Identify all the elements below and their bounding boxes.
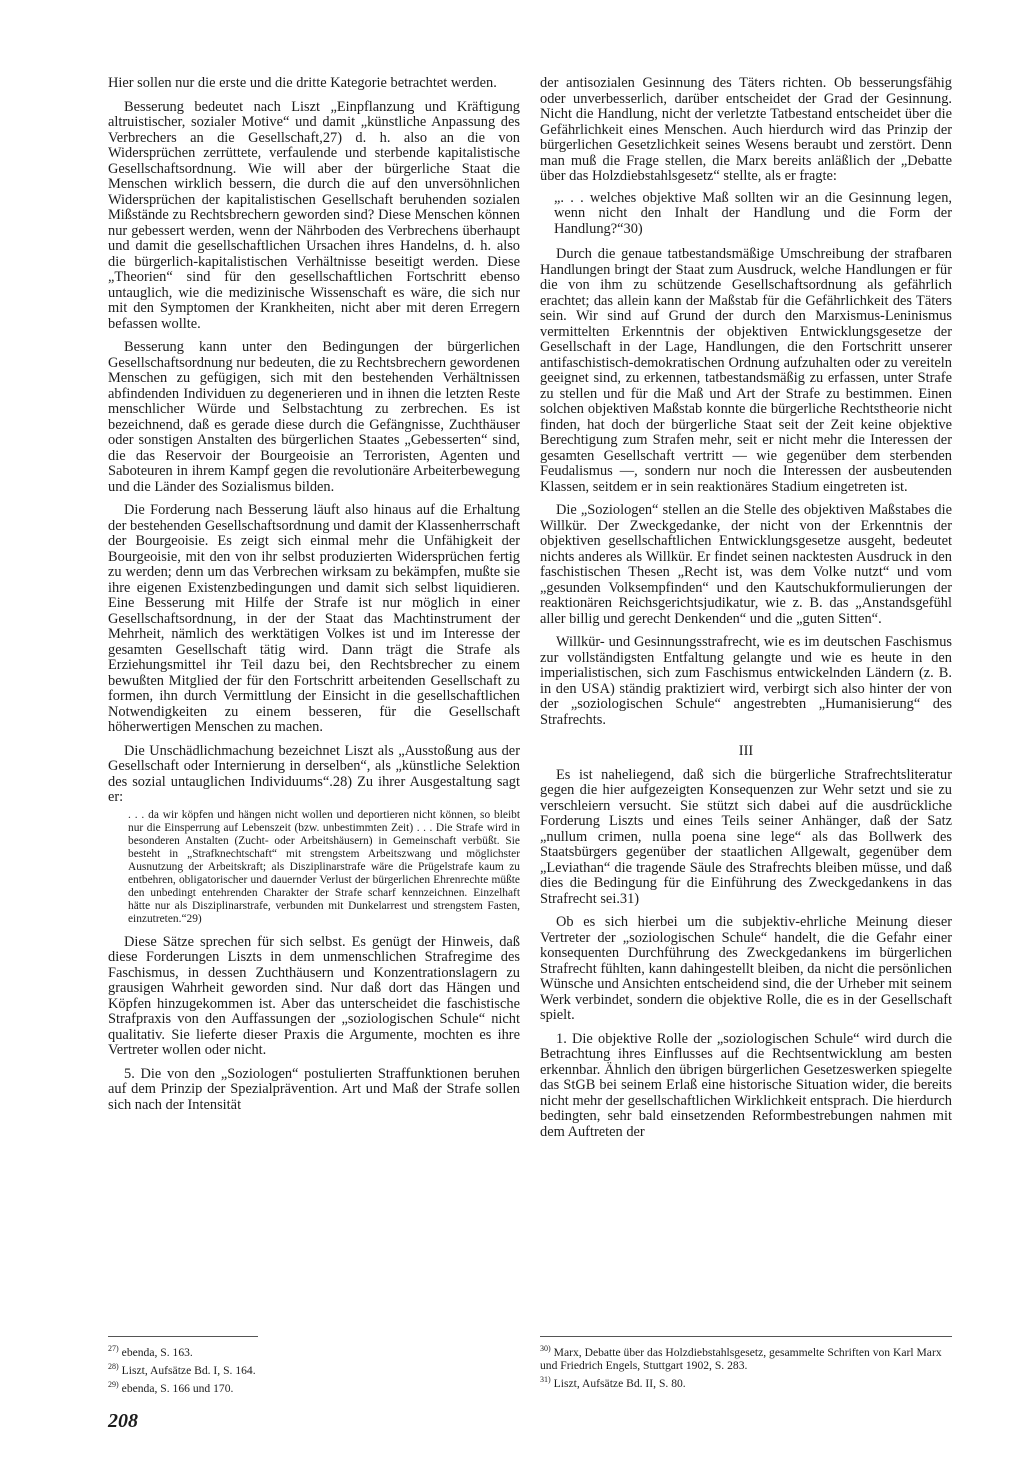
page-number: 208	[108, 1410, 138, 1432]
paragraph: 5. Die von den „Soziologen“ postulierten Straffunktionen beruhen auf dem Prinzip der Spezialprävention. Art und Maß der Strafe sollen sich nach der Intensität	[108, 1065, 520, 1113]
paragraph: Hier sollen nur die erste und die dritte Kategorie betrachtet werden.	[108, 75, 497, 91]
paragraph: Die Unschädlichmachung bezeichnet Liszt als „Ausstoßung aus der Gesellschaft oder Internierung in derselben“, als „künstliche Selektion des sozial untauglichen Individuums“.28) Zu ihrer Ausgestaltung sagt er:	[108, 742, 520, 805]
paragraph: Durch die genaue tatbestandsmäßige Umschreibung der strafbaren Handlungen bringt der Staat zum Ausdruck, welche Handlungen er für die von ihm zu schützende Gesellschaftsordnung als gefährlich erachtet; das allein kann der Maßstab für die Gefährlichkeit des Täters sein. Wir sind auf Grund der durch den Marxismus-Leninismus vermittelten Erkenntnis der objektiven Entwicklungsgesetze der Gesellschaft in der Lage, Handlungen, die den Fortschritt unserer antifaschistisch-demokratischen Ordnung aufzuhalten oder zu vereiteln geeignet sind, zu erkennen, tatbestandsmäßig zu erfassen, unter Strafe zu stellen und für die Maß und Art der Strafe zu bestimmen. Einen solchen objektiven Maßstab konnte die bürgerliche Rechtstheorie nicht finden, hat doch der bürgerliche Staat seit der Zeit keine objektive Berechtigung zum Strafen mehr, seit er nicht mehr die Interessen der gesamten Gesellschaft vertritt — wie gegenüber dem sterbenden Feudalismus —, sondern nur noch die Interessen der ausbeutenden Klassen, seitdem er in sein reaktionäres Stadium eingetreten ist.	[540, 246, 952, 495]
footnote-mark: 31)	[540, 1374, 551, 1384]
footnote	[108, 1360, 258, 1377]
paragraph: 1. Die objektive Rolle der „soziologischen Schule“ wird durch die Betrachtung ihres Einflusses auf die Rechtsentwicklung am besten erkennbar. Ähnlich den übrigen bürgerlichen Gesetzeswerken spiegelte das StGB bei seinem Erlaß eine historische Situation wider, die bereits nicht mehr der gesellschaftlichen Wirklichkeit entsprach. Die hierdurch bedingten, sehr bald einsetzenden Reformbestrebungen nahmen mit dem Auftreten der	[540, 1030, 952, 1140]
paragraph: Willkür- und Gesinnungsstrafrecht, wie es im deutschen Faschismus zur vollständigsten Entfaltung gelangte und wie es heute in den imperialistischen, sich zum Faschismus entwickelnden Ländern (z. B. in den USA) ständig praktiziert wird, verbirgt sich also hinter der von der „soziologischen Schule“ angestrebten „Humanisierung“ des Strafrechts.	[540, 634, 952, 728]
footnote-text: Liszt, Aufsätze Bd. I, S. 164.	[121, 1363, 256, 1377]
footnote-text: Marx, Debatte über das Holzdiebstahlsgesetz, gesammelte Schriften von Karl Marx und Friedrich Engels, Stuttgart 1902, S. 283.	[540, 1345, 942, 1372]
left-column	[108, 76, 520, 1121]
footnote-text: Liszt, Aufsätze Bd. II, S. 80.	[553, 1376, 686, 1390]
paragraph: Ob es sich hierbei um die subjektiv-ehrliche Meinung dieser Vertreter der „soziologischen Schule“ handelt, die die Gefahr einer konsequenten Durchführung des Zweckgedankens im bürgerlichen Strafrecht fühlten, kann dahingestellt bleiben, da nicht die persönlichen Wünsche und Ansichten entscheidend sind, die der Urheber mit seinem Werk verbindet, sondern die objektive Rolle, die es in der Gesellschaft spielt.	[540, 914, 952, 1023]
footnote	[540, 1373, 952, 1390]
paragraph: Besserung bedeutet nach Liszt „Einpflanzung und Kräftigung altruistischer, sozialer Motive“ und damit „künstliche Anpassung des Verbrechers an die Gesellschaft,27) d. h. also an die von Widersprüchen zerrüttete, verfaulende und sterbende kapitalistische Gesellschaftsordnung. Wie will aber der bürgerliche Staat die Menschen wirklich bessern, die durch die auf den unversöhnlichen Widersprüchen der kapitalistischen Gesellschaft beruhenden sozialen Mißstände zu Rechtsbrechern geworden sind? Diese Menschen können nur gebessert werden, wenn der Nährboden des Verbrechens überhaupt und damit die gesellschaftlichen Ursachen ihres Handelns, d. h. also die bürgerlich-kapitalistischen Verhältnisse beseitigt werden. Diese „Theorien“ sind für den gesellschaftlichen Fortschritt ebenso untauglich, wie die medizinische Wissenschaft es wäre, die sich nur mit den Symptomen der Krankheiten, nicht aber mit deren Erregern befassen wollte.	[108, 98, 520, 332]
paragraph: Die Forderung nach Besserung läuft also hinaus auf die Erhaltung der bestehenden Gesellschaftsordnung und damit der Klassenherrschaft der Bourgeoisie. Es zeigt sich einmal mehr die Unfähigkeit der Bourgeoisie, mit den von ihr selbst produzierten Widersprüchen fertig zu werden; denn um das Verbrechen wirksam zu bekämpfen, mußte sie ihre eigenen Existenzbedingungen und damit sich selbst liquidieren. Eine Besserung mit Hilfe der Strafe ist nur möglich in einer Gesellschaftsordnung, in der der Staat das Machtinstrument der Mehrheit, nämlich des werktätigen Volkes ist und im Interesse der gesamten Gesellschaft tätig wird. Dann trägt die Strafe als Erziehungsmittel ihr Teil dazu bei, den Rechtsbrecher zu einem bewußten Mitglied der für den Fortschritt arbeitenden Gesellschaft zu formen, ihn durch Vermittlung der Einsicht in die gesellschaftlichen Notwendigkeiten zu einem besseren, für die Gesellschaft höherwertigen Menschen zu machen.	[108, 502, 520, 735]
footnote-text: ebenda, S. 163.	[121, 1345, 193, 1359]
paragraph: Die „Soziologen“ stellen an die Stelle des objektiven Maßstabes die Willkür. Der Zweckgedanke, der nicht von der Erkenntnis der objektiven gesellschaftlichen Entwicklungsgesetze ausgeht, bedeutet nichts anderes als Willkür. Er findet seinen nacktesten Ausdruck in den faschistischen Thesen „Recht ist, was dem Volke nutzt“ und vom „gesunden Volksempfinden“ und den Kautschukformulierungen der reaktionären Reichsgerichtsjudikatur, wie z. B. das „Anstandsgefühl aller billig und gerecht Denkenden“ und die „guten Sitten“.	[540, 502, 952, 627]
paragraph: der antisozialen Gesinnung des Täters richten. Ob besserungsfähig oder unverbesserlich, darüber entscheidet der Grad der Gesinnung. Nicht die Handlung, nicht der verletzte Tatbestand entscheidet über die Gefährlichkeit eines Menschen. Auch hierdurch wird das Prinzip der bürgerlichen Gesetzlichkeit seines Wesens beraubt und zerstört. Denn man muß die Frage stellen, die Marx bereits anläßlich der „Debatte über das Holzdiebstahlsgesetz“ stellte, als er fragte:	[540, 75, 952, 184]
footnote-text: ebenda, S. 166 und 170.	[121, 1381, 234, 1395]
footnote-mark: 29)	[108, 1379, 119, 1389]
footnote	[108, 1378, 258, 1395]
paragraph: Diese Sätze sprechen für sich selbst. Es genügt der Hinweis, daß diese Forderungen Liszts in dem unmenschlichen Strafregime des Faschismus, in dessen Zuchthäusern und Konzentrationslagern zu grausigen Wahrheit geworden sind. Nur daß dort das Hängen und Köpfen hinzugekommen ist. Aber das unterscheidet die faschistische Strafpraxis von den Auffassungen der „soziologischen Schule“ nicht qualitativ. Sie lieferte dieser Praxis die Argumente, mochten es ihre Vertreter wollen oder nicht.	[108, 933, 520, 1058]
marx-quote: „. . . welches objektive Maß sollten wir an die Gesinnung legen, wenn nicht den Inhalt der Handlung und die Form der Handlung?“30)	[554, 189, 952, 237]
footnotes-right	[540, 1336, 952, 1391]
paragraph: Besserung kann unter den Bedingungen der bürgerlichen Gesellschaftsordnung nur bedeuten, die zu Rechtsbrechern gewordenen Menschen zu gefügigen, sich mit den bestehenden Verhältnissen abfindenden Individuen zu degenerieren und in ihnen die letzten Reste menschlicher Würde und Selbstachtung zu zerbrechen. Es ist bezeichnend, daß es gerade diese durch die Gefängnisse, Zuchthäuser oder sonstigen Anstalten des bürgerlichen Staates „Gebesserten“ sind, die das Reservoir der Bourgeoisie an Terroristen, Agenten und Saboteuren in ihrem Kampf gegen die revolutionäre Arbeiterbewegung und die Länder des Sozialismus bilden.	[108, 339, 520, 495]
liszt-quote: . . . da wir köpfen und hängen nicht wollen und deportieren nicht können, so bleibt nur die Einsperrung auf Lebenszeit (bzw. unbestimmten Zeit) . . . Die Strafe wird in besonderen Anstalten (Zucht- oder Arbeitshäusern) in Gemeinschaft verbüßt. Sie besteht in „Strafknechtschaft“ mit strengstem Arbeitszwang und möglichster Ausnutzung der Arbeitskraft; als Disziplinarstrafe wäre die Prügelstrafe kaum zu entbehren, obligatorischer und dauernder Verlust der bürgerlichen Ehrenrechte müßte den unbedingt entehrenden Charakter der Strafe scharf kennzeichnen. Einzelhaft hätte nur als Disziplinarstrafe, verbunden mit Dunkelarrest und strengstem Fasten, einzutreten.“29)	[128, 808, 520, 925]
right-column	[540, 76, 952, 1148]
footnote-mark: 30)	[540, 1344, 551, 1353]
section-heading: III	[738, 743, 754, 759]
footnote-mark: 28)	[108, 1361, 119, 1371]
paragraph: Es ist naheliegend, daß sich die bürgerliche Strafrechtsliteratur gegen die hier aufgezeigten Konsequenzen zur Wehr setzt und sie zu verschleiern versucht. Sie stützt sich dabei auf die ausdrückliche Forderung Liszts und eines Teils seiner Anhänger, daß der Satz „nullum crimen, nulla poena sine lege“ als das Bollwerk des Staatsbürgers gegenüber der staatlichen Allgewalt, gegenüber dem „Leviathan“ die tragende Säule des Strafrechts bleiben müsse, und daß dies die Bedingung für die Einführung des Zweckgedankens in das Strafrecht sei.31)	[540, 766, 952, 907]
footnote-mark: 27)	[108, 1344, 119, 1353]
footnote	[540, 1342, 952, 1372]
footnotes-left	[108, 1336, 258, 1396]
footnote	[108, 1342, 258, 1359]
